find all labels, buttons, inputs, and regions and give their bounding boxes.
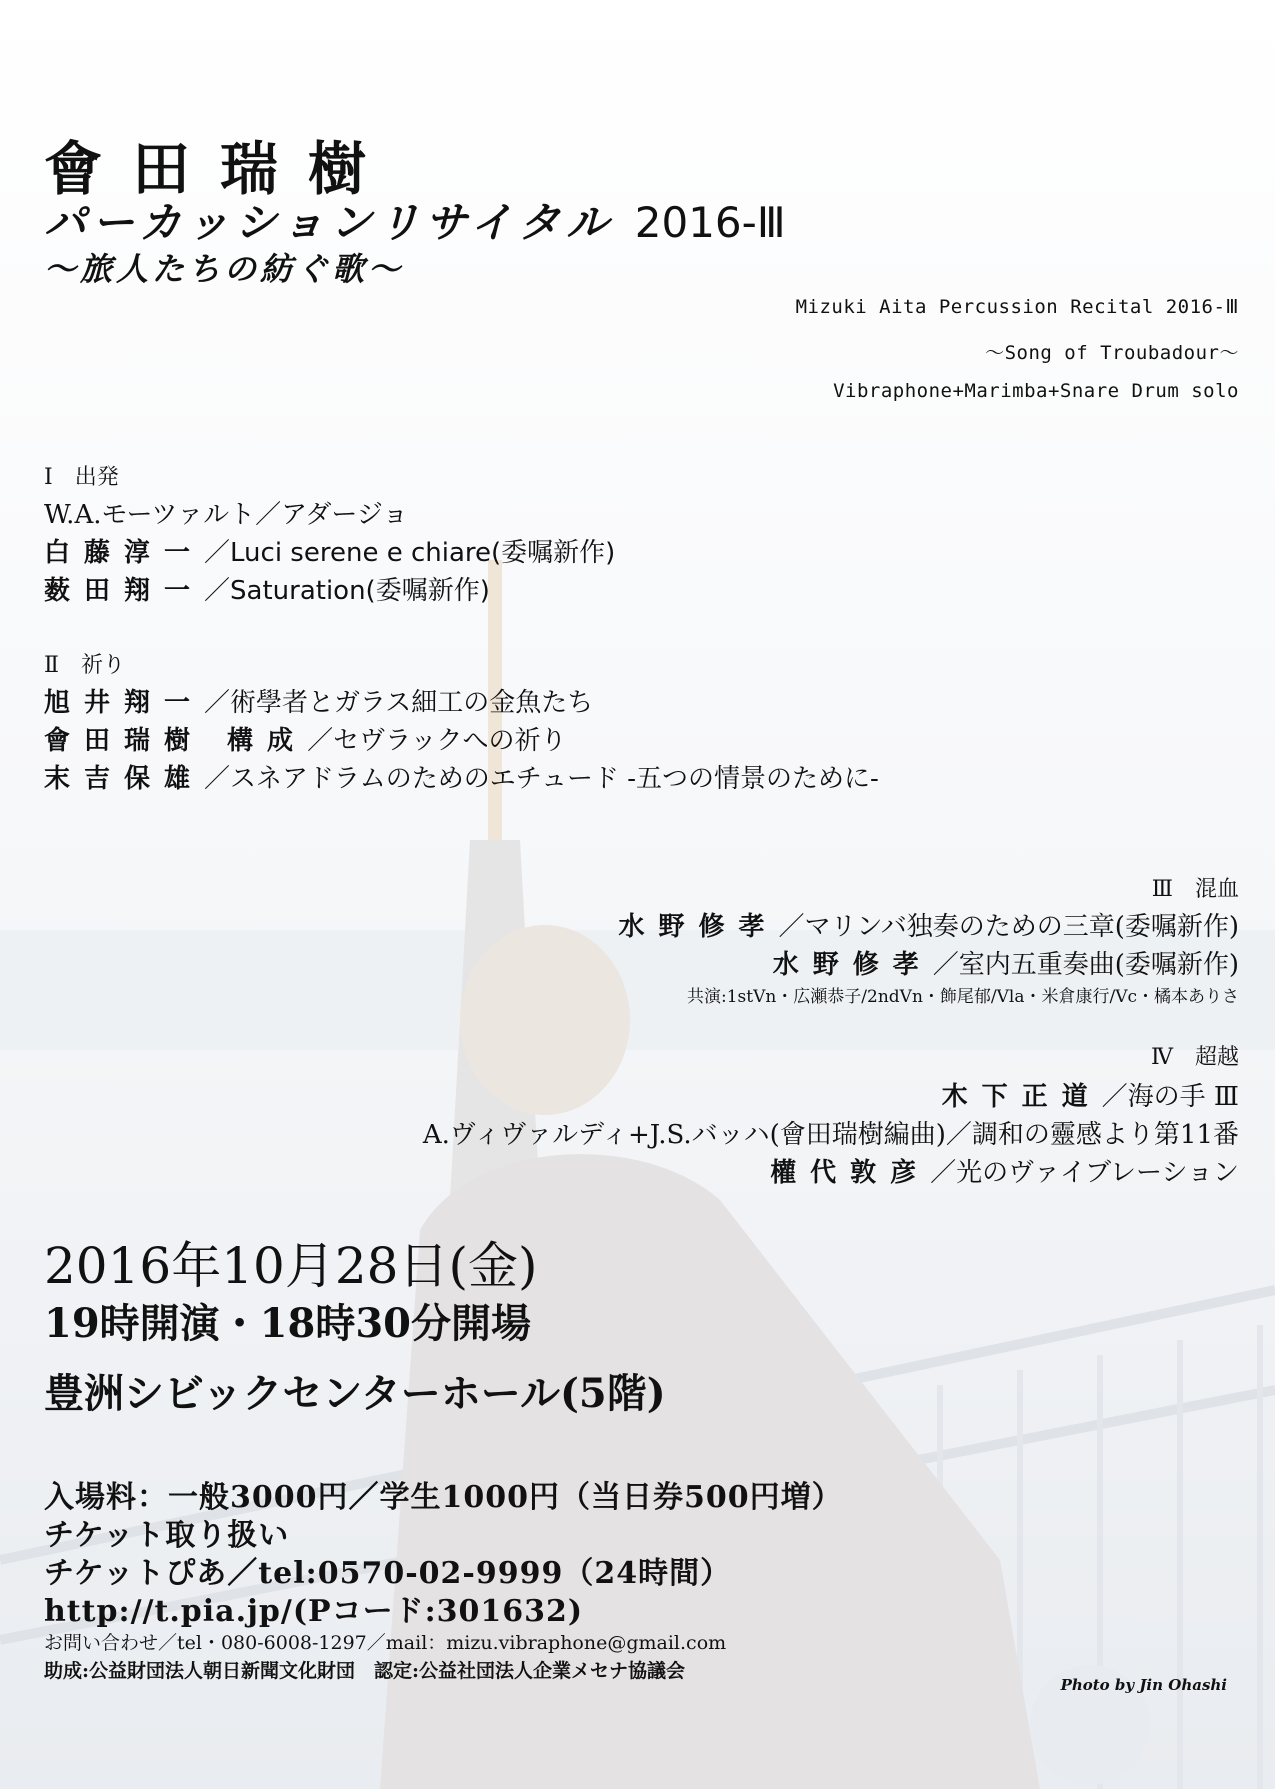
composer: 木下正道	[941, 1082, 1102, 1112]
recital-title	[44, 190, 786, 250]
ticket-price: 入場料：一般3000円／学生1000円（当日券500円増）	[44, 1480, 843, 1515]
event-venue: 豊洲シビックセンターホール(5階)	[44, 1370, 666, 1417]
work: ／アダージョ	[255, 500, 409, 530]
section-1-heading: Ⅰ 出発	[44, 465, 119, 490]
work: ／スネアドラムのためのエチュード -五つの情景のために-	[204, 764, 879, 794]
program-item	[619, 906, 1239, 943]
program-item	[44, 532, 615, 569]
work: ／Luci serene e chiare(委嘱新作)	[204, 538, 616, 568]
composer: 會田瑞樹 構成	[44, 726, 308, 756]
program-item	[44, 682, 593, 719]
program-item	[44, 570, 490, 607]
composer: 白藤淳一	[44, 538, 205, 568]
program-item	[44, 494, 408, 531]
section-2-heading: Ⅱ 祈り	[44, 653, 125, 678]
ticket-pia: チケットぴあ／tel:0570-02-9999（24時間）	[44, 1556, 732, 1591]
program-item	[773, 944, 1239, 981]
contact-info: お問い合わせ／tel・080-6008-1297／mail：mizu.vibraphone@gmail.com	[44, 1632, 727, 1654]
ticket-handling: チケット取り扱い	[44, 1518, 290, 1553]
composer: 薮田翔一	[44, 576, 205, 606]
composer: 旭井翔一	[44, 688, 205, 718]
section-3-heading: Ⅲ 混血	[1151, 877, 1239, 902]
composer: 水野修孝	[618, 912, 779, 942]
work: ／調和の靈感より第11番	[945, 1120, 1239, 1150]
work: ／セヴラックへの祈り	[307, 726, 567, 756]
program-item	[423, 1114, 1239, 1151]
work: ／術學者とガラス細工の金魚たち	[204, 688, 594, 718]
program-item	[942, 1076, 1239, 1113]
work: ／マリンバ独奏のための三章(委嘱新作)	[778, 912, 1239, 942]
composer: 權代敦彦	[770, 1158, 931, 1188]
program-item	[770, 1152, 1239, 1189]
composer: A.ヴィヴァルディ+J.S.バッハ(會田瑞樹編曲)	[422, 1120, 946, 1150]
program-item	[44, 720, 567, 757]
work: ／光のヴァイブレーション	[930, 1158, 1239, 1188]
work: ／室内五重奏曲(委嘱新作)	[932, 950, 1239, 980]
program-item	[44, 758, 879, 795]
recital-title-text: パーカッションリサイタル	[44, 198, 615, 247]
guest-performers: 共演:1stVn・広瀬恭子/2ndVn・飾尾郁/Vla・米倉康行/Vc・橘本ありさ	[686, 987, 1239, 1007]
composer: W.A.モーツァルト	[44, 500, 256, 530]
work: ／Saturation(委嘱新作)	[204, 576, 490, 606]
recital-year: 2016-Ⅲ	[634, 198, 786, 247]
composer: 末吉保雄	[44, 764, 205, 794]
ticket-url[interactable]: http://t.pia.jp/(Pコード:301632)	[44, 1594, 584, 1629]
english-instruments: Vibraphone+Marimba+Snare Drum solo	[833, 380, 1239, 402]
section-4-heading: Ⅳ 超越	[1151, 1045, 1239, 1070]
composer: 水野修孝	[772, 950, 933, 980]
event-date: 2016年10月28日(金)	[44, 1237, 538, 1295]
work: ／海の手 Ⅲ	[1101, 1082, 1239, 1112]
support-info: 助成:公益財団法人朝日新聞文化財団 認定:公益社団法人企業メセナ協議会	[44, 1660, 686, 1682]
english-title: Mizuki Aita Percussion Recital 2016-Ⅲ	[795, 296, 1239, 318]
event-time: 19時開演・18時30分開場	[44, 1300, 531, 1347]
recital-subtitle: ～旅人たちの紡ぐ歌～	[44, 250, 405, 288]
english-subtitle: ～Song of Troubadour～	[985, 342, 1239, 364]
photo-credit: Photo by Jin Ohashi	[1060, 1676, 1227, 1694]
performer-name: 會田瑞樹	[44, 135, 397, 203]
